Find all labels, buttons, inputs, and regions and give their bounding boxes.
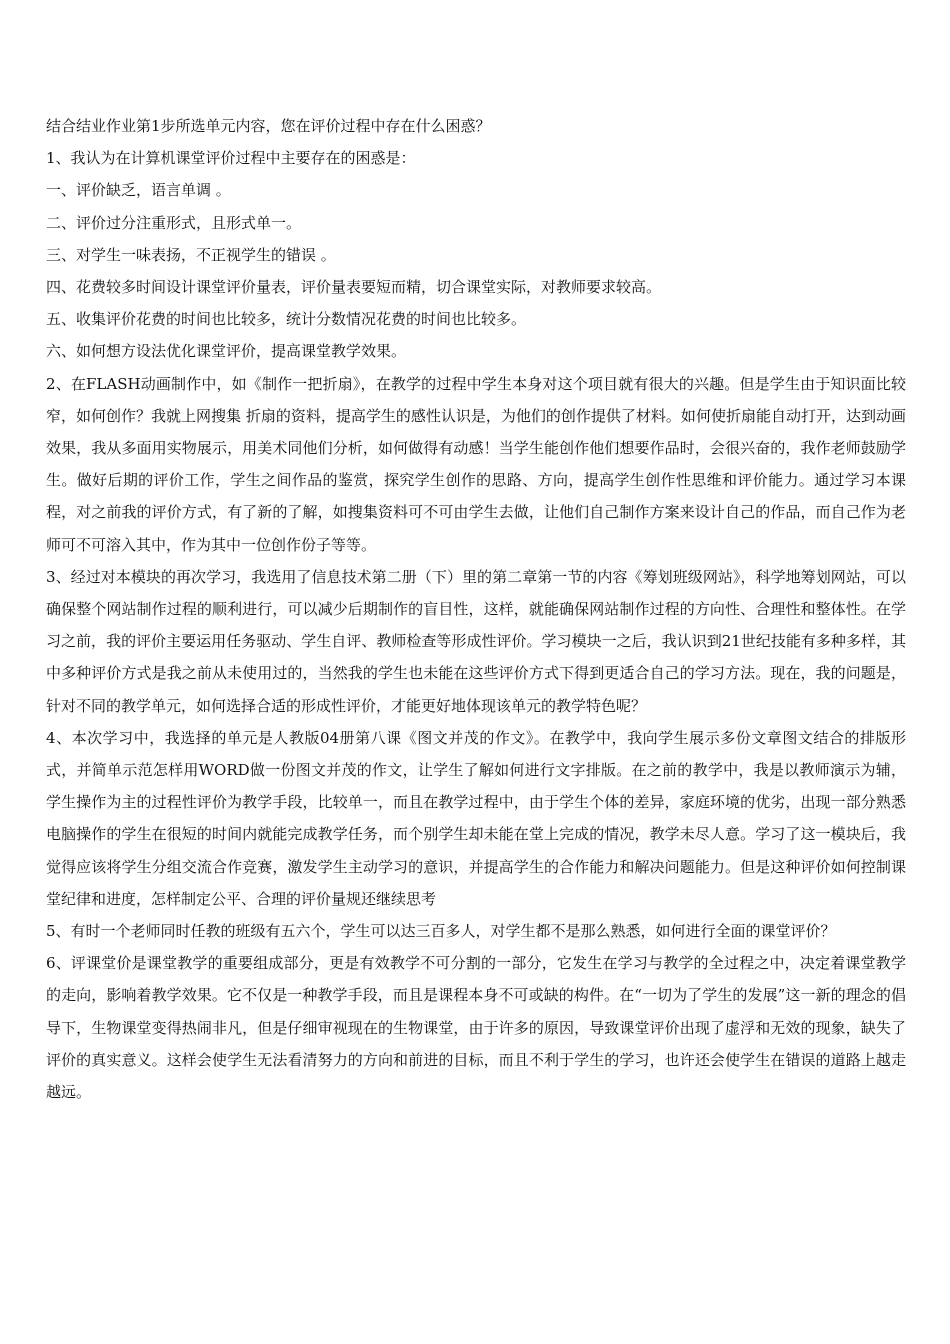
answer-1-item-4: 四、花费较多时间设计课堂评价量表，评价量表要短而精，切合课堂实际，对教师要求较高。 bbox=[46, 278, 662, 297]
answer-1-item-3: 三、对学生一味表扬，不正视学生的错误 。 bbox=[46, 245, 336, 264]
answer-1-item-6: 六、如何想方设法优化课堂评价，提高课堂教学效果。 bbox=[46, 342, 407, 361]
answer-1-item-2: 二、评价过分注重形式，且形式单一。 bbox=[46, 213, 302, 232]
answer-1-item-1: 一、评价缺乏，语言单调 。 bbox=[46, 181, 231, 200]
document-body bbox=[46, 110, 906, 1108]
answer-4-paragraph: 4、本次学习中，我选择的单元是人教版04册第八课《图文并茂的作文》。在教学中，我向学生展示多份文章图文结合的排版形式，并简单示范怎样用WORD做一份图文并茂的作文，让学生了解如何进行文字排版。在之前的教学中，我是以教师演示为辅，学生操作为主的过程性评价为教学手段，比较单一，而且在教学过程中，由于学生个体的差异，家庭环境的优劣，出现一部分熟悉电脑操作的学生在很短的时间内就能完成教学任务，而个别学生却未能在堂上完成的情况，教学未尽人意。学习了这一模块后，我觉得应该将学生分组交流合作竞赛，激发学生主动学习的意识，并提高学生的合作能力和解决问题能力。但是这种评价如何控制课堂纪律和进度，怎样制定公平、合理的评价量规还继续思考 bbox=[46, 728, 906, 908]
answer-5-paragraph: 5、有时一个老师同时任教的班级有五六个，学生可以达三百多人，对学生都不是那么熟悉，如何进行全面的课堂评价？ bbox=[46, 922, 836, 941]
question-heading: 结合结业作业第1步所选单元内容，您在评价过程中存在什么困惑？ bbox=[46, 117, 491, 135]
answer-6-paragraph: 6、评课堂价是课堂教学的重要组成部分，更是有效教学不可分割的一部分，它发生在学习与教学的全过程之中，决定着课堂教学的走向，影响着教学效果。它不仅是一种教学手段，而且是课程本身不可或缺的构件。在“一切为了学生的发展”这一新的理念的倡导下，生物课堂变得热闹非凡，但是仔细审视现在的生物课堂，由于许多的原因，导致课堂评价出现了虚浮和无效的现象，缺失了评价的真实意义。这样会使学生无法看清努力的方向和前进的目标，而且不利于学生的学习，也许还会使学生在错误的道路上越走越远。 bbox=[46, 954, 906, 1102]
answer-3-paragraph: 3、经过对本模块的再次学习，我选用了信息技术第二册（下）里的第二章第一节的内容《筹划班级网站》，科学地筹划网站，可以确保整个网站制作过程的顺利进行，可以减少后期制作的盲目性，这样，就能确保网站制作过程的方向性、合理性和整体性。在学习之前，我的评价主要运用任务驱动、学生自评、教师检查等形成性评价。学习模块一之后，我认识到21世纪技能有多种多样，其中多种评价方式是我之前从未使用过的，当然我的学生也未能在这些评价方式下得到更适合自己的学习方法。现在，我的问题是，针对不同的教学单元，如何选择合适的形成性评价，才能更好地体现该单元的教学特色呢？ bbox=[46, 567, 906, 715]
answer-1-intro: 1、我认为在计算机课堂评价过程中主要存在的困惑是： bbox=[46, 149, 416, 168]
answer-1-item-5: 五、收集评价花费的时间也比较多，统计分数情况花费的时间也比较多。 bbox=[46, 310, 527, 329]
answer-2-paragraph: 2、在FLASH动画制作中，如《制作一把折扇》，在教学的过程中学生本身对这个项目就有很大的兴趣。但是学生由于知识面比较窄，如何创作？我就上网搜集 折扇的资料，提高学生的感性认识是，为他们的创作提供了材料。如何使折扇能自动打开，达到动画效果，我从多面用实物展示，用美术同他们分析，如何做得有动感！当学生能创作他们想要作品时，会很兴奋的，我作老师鼓励学生。做好后期的评价工作，学生之间作品的鉴赏，探究学生创作的思路、方向，提高学生创作性思维和评价能力。通过学习本课程，对之前我的评价方式，有了新的了解，如搜集资料可不可由学生去做，让他们自己制作方案来设计自己的作品，而自己作为老师可不可溶入其中，作为其中一位创作份子等等。 bbox=[46, 374, 906, 554]
